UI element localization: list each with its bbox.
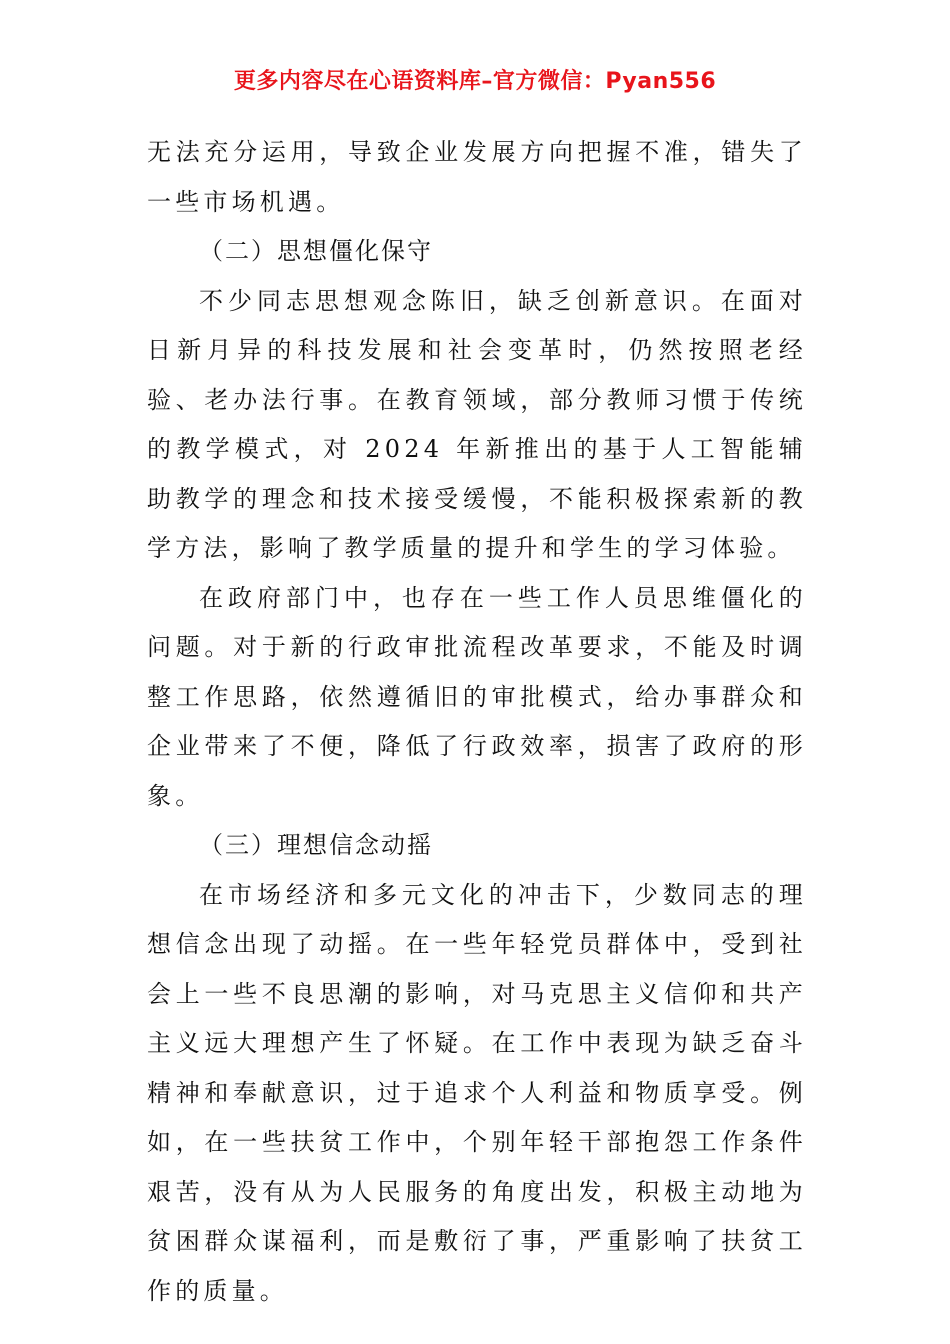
section-heading-3: （三）理想信念动摇: [199, 831, 433, 859]
document-body: [147, 128, 807, 1316]
section-heading-2: （二）思想僵化保守: [199, 237, 433, 265]
paragraph: 在市场经济和多元文化的冲击下，少数同志的理想信念出现了动摇。在一些年轻党员群体中，受到社会上一些不良思潮的影响，对马克思主义信仰和共产主义远大理想产生了怀疑。在工作中表现为缺乏奋斗精神和奉献意识，过于追求个人利益和物质享受。例如，在一些扶贫工作中，个别年轻干部抱怨工作条件艰苦，没有从为人民服务的角度出发，积极主动地为贫困群众谋福利，而是敷衍了事，严重影响了扶贫工作的质量。: [147, 880, 807, 1305]
promo-banner: 更多内容尽在心语资料库–官方微信：Pyan556: [233, 69, 717, 94]
paragraph: 不少同志思想观念陈旧，缺乏创新意识。在面对日新月异的科技发展和社会变革时，仍然按照老经验、老办法行事。在教育领域，部分教师习惯于传统的教学模式，对 2024 年新推出的基于人工智能辅助教学的理念和技术接受缓慢，不能积极探索新的教学方法，影响了教学质量的提升和学生的学习体验。: [147, 286, 807, 562]
paragraph-continuation: 无法充分运用，导致企业发展方向把握不准，错失了一些市场机遇。: [147, 138, 807, 216]
paragraph: 在政府部门中，也存在一些工作人员思维僵化的问题。对于新的行政审批流程改革要求，不能及时调整工作思路，依然遵循旧的审批模式，给办事群众和企业带来了不便，降低了行政效率，损害了政府的形象。: [147, 583, 807, 810]
